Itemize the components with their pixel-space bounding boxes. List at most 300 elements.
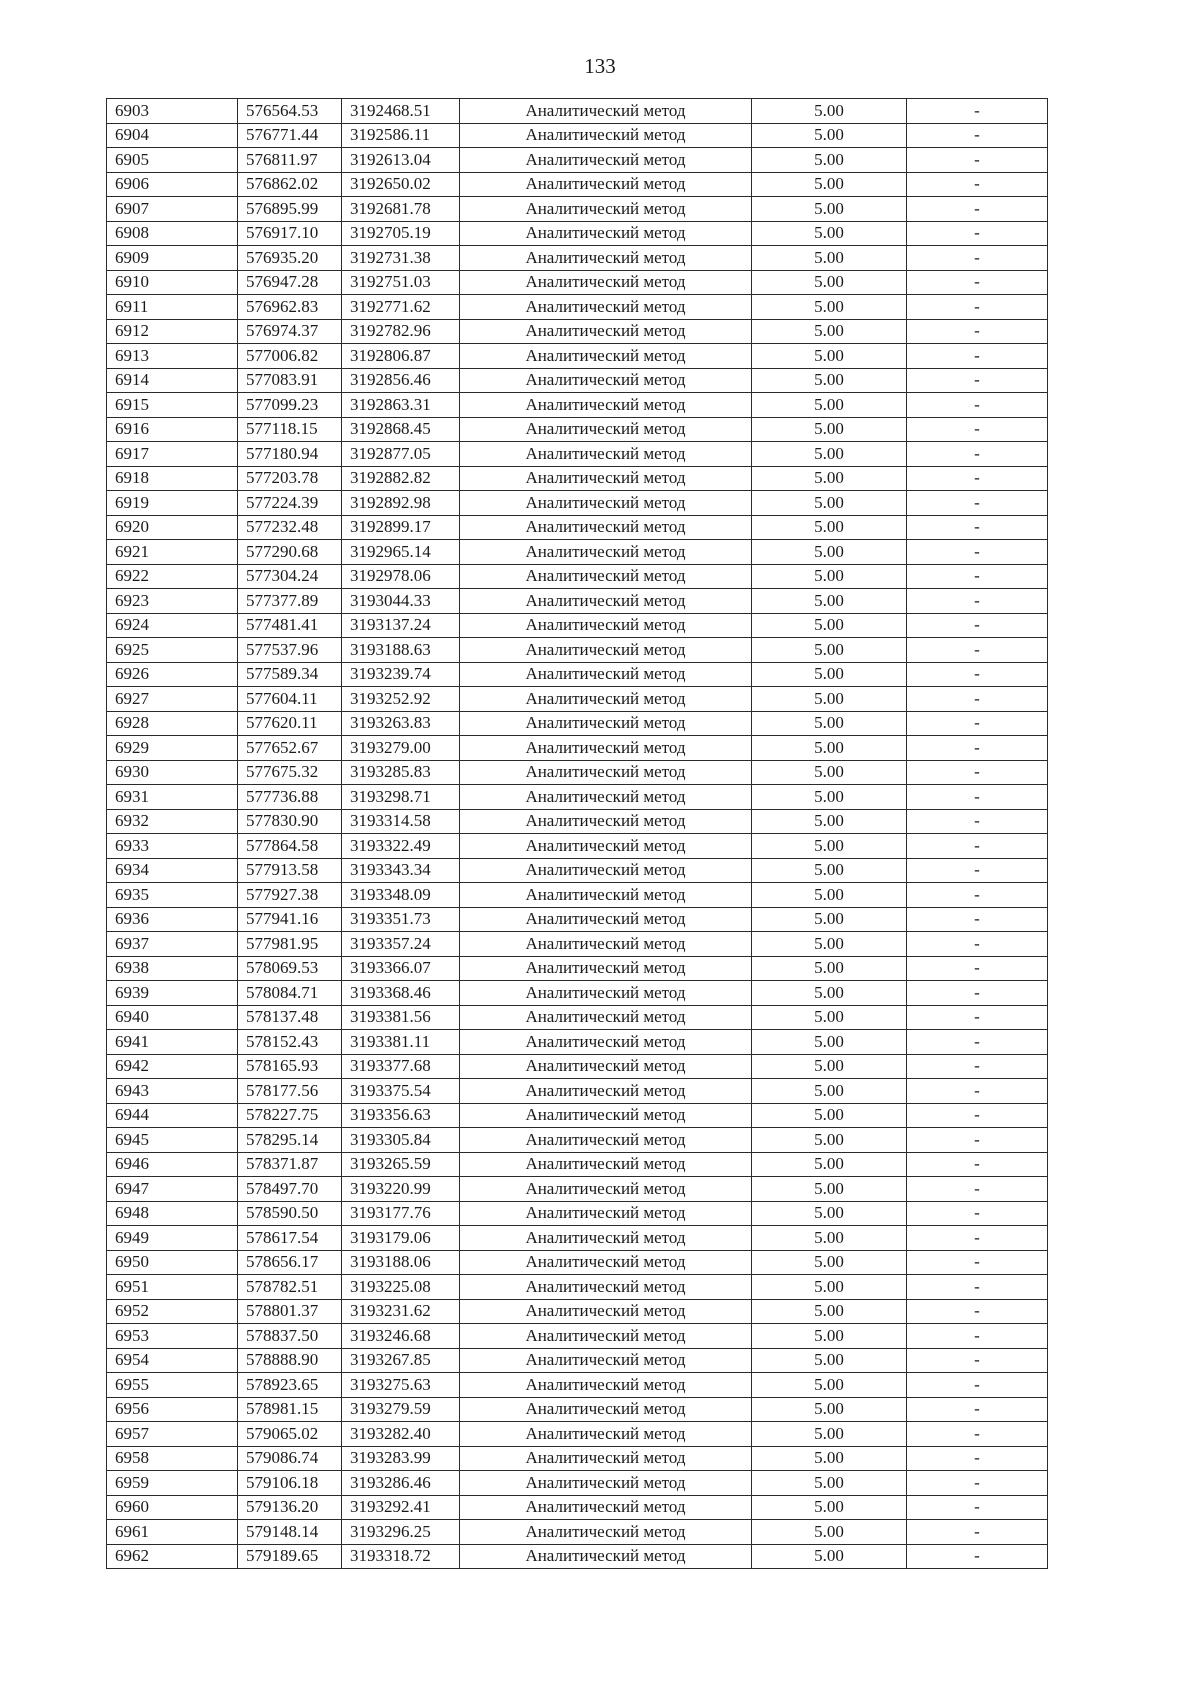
method-cell: Аналитический метод bbox=[460, 1005, 752, 1030]
table-row bbox=[107, 687, 1048, 712]
table-row bbox=[107, 809, 1048, 834]
point-number-cell: 6953 bbox=[107, 1324, 238, 1349]
y-coordinate-cell: 3192868.45 bbox=[342, 417, 460, 442]
accuracy-cell: 5.00 bbox=[752, 1446, 907, 1471]
x-coordinate-cell: 579189.65 bbox=[238, 1544, 342, 1569]
accuracy-cell: 5.00 bbox=[752, 1471, 907, 1496]
table-row bbox=[107, 515, 1048, 540]
method-cell: Аналитический метод bbox=[460, 1397, 752, 1422]
point-number-cell: 6948 bbox=[107, 1201, 238, 1226]
note-cell: - bbox=[907, 540, 1048, 565]
method-cell: Аналитический метод bbox=[460, 246, 752, 271]
y-coordinate-cell: 3193314.58 bbox=[342, 809, 460, 834]
point-number-cell: 6908 bbox=[107, 221, 238, 246]
table-row bbox=[107, 1177, 1048, 1202]
note-cell: - bbox=[907, 638, 1048, 663]
note-cell: - bbox=[907, 1152, 1048, 1177]
point-number-cell: 6910 bbox=[107, 270, 238, 295]
accuracy-cell: 5.00 bbox=[752, 1373, 907, 1398]
coordinates-table bbox=[106, 98, 1048, 1569]
x-coordinate-cell: 577604.11 bbox=[238, 687, 342, 712]
point-number-cell: 6912 bbox=[107, 319, 238, 344]
x-coordinate-cell: 578069.53 bbox=[238, 956, 342, 981]
accuracy-cell: 5.00 bbox=[752, 785, 907, 810]
note-cell: - bbox=[907, 1422, 1048, 1447]
x-coordinate-cell: 579148.14 bbox=[238, 1520, 342, 1545]
method-cell: Аналитический метод bbox=[460, 687, 752, 712]
accuracy-cell: 5.00 bbox=[752, 466, 907, 491]
note-cell: - bbox=[907, 1250, 1048, 1275]
table-row bbox=[107, 246, 1048, 271]
x-coordinate-cell: 577180.94 bbox=[238, 442, 342, 467]
method-cell: Аналитический метод bbox=[460, 1446, 752, 1471]
x-coordinate-cell: 578590.50 bbox=[238, 1201, 342, 1226]
table-row bbox=[107, 662, 1048, 687]
table-row bbox=[107, 981, 1048, 1006]
x-coordinate-cell: 578295.14 bbox=[238, 1128, 342, 1153]
note-cell: - bbox=[907, 1177, 1048, 1202]
y-coordinate-cell: 3193283.99 bbox=[342, 1446, 460, 1471]
method-cell: Аналитический метод bbox=[460, 613, 752, 638]
accuracy-cell: 5.00 bbox=[752, 417, 907, 442]
method-cell: Аналитический метод bbox=[460, 344, 752, 369]
y-coordinate-cell: 3192899.17 bbox=[342, 515, 460, 540]
y-coordinate-cell: 3192613.04 bbox=[342, 148, 460, 173]
table-row bbox=[107, 1226, 1048, 1251]
accuracy-cell: 5.00 bbox=[752, 613, 907, 638]
method-cell: Аналитический метод bbox=[460, 785, 752, 810]
y-coordinate-cell: 3193343.34 bbox=[342, 858, 460, 883]
accuracy-cell: 5.00 bbox=[752, 736, 907, 761]
y-coordinate-cell: 3193267.85 bbox=[342, 1348, 460, 1373]
point-number-cell: 6935 bbox=[107, 883, 238, 908]
method-cell: Аналитический метод bbox=[460, 1054, 752, 1079]
accuracy-cell: 5.00 bbox=[752, 319, 907, 344]
y-coordinate-cell: 3192856.46 bbox=[342, 368, 460, 393]
x-coordinate-cell: 577232.48 bbox=[238, 515, 342, 540]
method-cell: Аналитический метод bbox=[460, 368, 752, 393]
note-cell: - bbox=[907, 687, 1048, 712]
x-coordinate-cell: 578888.90 bbox=[238, 1348, 342, 1373]
point-number-cell: 6955 bbox=[107, 1373, 238, 1398]
y-coordinate-cell: 3193305.84 bbox=[342, 1128, 460, 1153]
x-coordinate-cell: 576895.99 bbox=[238, 197, 342, 222]
note-cell: - bbox=[907, 589, 1048, 614]
x-coordinate-cell: 577941.16 bbox=[238, 907, 342, 932]
x-coordinate-cell: 578837.50 bbox=[238, 1324, 342, 1349]
note-cell: - bbox=[907, 956, 1048, 981]
y-coordinate-cell: 3192751.03 bbox=[342, 270, 460, 295]
x-coordinate-cell: 576935.20 bbox=[238, 246, 342, 271]
method-cell: Аналитический метод bbox=[460, 834, 752, 859]
point-number-cell: 6947 bbox=[107, 1177, 238, 1202]
table-row bbox=[107, 172, 1048, 197]
note-cell: - bbox=[907, 221, 1048, 246]
method-cell: Аналитический метод bbox=[460, 1275, 752, 1300]
point-number-cell: 6945 bbox=[107, 1128, 238, 1153]
point-number-cell: 6949 bbox=[107, 1226, 238, 1251]
note-cell: - bbox=[907, 344, 1048, 369]
method-cell: Аналитический метод bbox=[460, 540, 752, 565]
method-cell: Аналитический метод bbox=[460, 858, 752, 883]
y-coordinate-cell: 3193322.49 bbox=[342, 834, 460, 859]
accuracy-cell: 5.00 bbox=[752, 907, 907, 932]
method-cell: Аналитический метод bbox=[460, 1544, 752, 1569]
accuracy-cell: 5.00 bbox=[752, 662, 907, 687]
y-coordinate-cell: 3193377.68 bbox=[342, 1054, 460, 1079]
x-coordinate-cell: 577830.90 bbox=[238, 809, 342, 834]
table-row bbox=[107, 613, 1048, 638]
point-number-cell: 6956 bbox=[107, 1397, 238, 1422]
y-coordinate-cell: 3193188.63 bbox=[342, 638, 460, 663]
method-cell: Аналитический метод bbox=[460, 1520, 752, 1545]
table-row bbox=[107, 295, 1048, 320]
table-row bbox=[107, 956, 1048, 981]
point-number-cell: 6907 bbox=[107, 197, 238, 222]
point-number-cell: 6915 bbox=[107, 393, 238, 418]
x-coordinate-cell: 577290.68 bbox=[238, 540, 342, 565]
method-cell: Аналитический метод bbox=[460, 1201, 752, 1226]
point-number-cell: 6962 bbox=[107, 1544, 238, 1569]
x-coordinate-cell: 577224.39 bbox=[238, 491, 342, 516]
point-number-cell: 6932 bbox=[107, 809, 238, 834]
table-row bbox=[107, 1152, 1048, 1177]
table-row bbox=[107, 564, 1048, 589]
note-cell: - bbox=[907, 662, 1048, 687]
point-number-cell: 6958 bbox=[107, 1446, 238, 1471]
x-coordinate-cell: 576947.28 bbox=[238, 270, 342, 295]
y-coordinate-cell: 3193285.83 bbox=[342, 760, 460, 785]
table-row bbox=[107, 907, 1048, 932]
accuracy-cell: 5.00 bbox=[752, 1275, 907, 1300]
y-coordinate-cell: 3193279.59 bbox=[342, 1397, 460, 1422]
accuracy-cell: 5.00 bbox=[752, 1422, 907, 1447]
method-cell: Аналитический метод bbox=[460, 736, 752, 761]
note-cell: - bbox=[907, 760, 1048, 785]
y-coordinate-cell: 3193231.62 bbox=[342, 1299, 460, 1324]
method-cell: Аналитический метод bbox=[460, 515, 752, 540]
point-number-cell: 6960 bbox=[107, 1495, 238, 1520]
point-number-cell: 6909 bbox=[107, 246, 238, 271]
point-number-cell: 6920 bbox=[107, 515, 238, 540]
point-number-cell: 6933 bbox=[107, 834, 238, 859]
table-row bbox=[107, 417, 1048, 442]
x-coordinate-cell: 577099.23 bbox=[238, 393, 342, 418]
y-coordinate-cell: 3193220.99 bbox=[342, 1177, 460, 1202]
table-row bbox=[107, 1079, 1048, 1104]
table-row bbox=[107, 1005, 1048, 1030]
y-coordinate-cell: 3192468.51 bbox=[342, 99, 460, 124]
x-coordinate-cell: 577083.91 bbox=[238, 368, 342, 393]
table-row bbox=[107, 760, 1048, 785]
method-cell: Аналитический метод bbox=[460, 564, 752, 589]
point-number-cell: 6903 bbox=[107, 99, 238, 124]
point-number-cell: 6922 bbox=[107, 564, 238, 589]
y-coordinate-cell: 3193375.54 bbox=[342, 1079, 460, 1104]
table-row bbox=[107, 540, 1048, 565]
method-cell: Аналитический метод bbox=[460, 99, 752, 124]
table-row bbox=[107, 785, 1048, 810]
accuracy-cell: 5.00 bbox=[752, 809, 907, 834]
point-number-cell: 6928 bbox=[107, 711, 238, 736]
x-coordinate-cell: 578923.65 bbox=[238, 1373, 342, 1398]
method-cell: Аналитический метод bbox=[460, 172, 752, 197]
point-number-cell: 6942 bbox=[107, 1054, 238, 1079]
table-row bbox=[107, 442, 1048, 467]
note-cell: - bbox=[907, 981, 1048, 1006]
x-coordinate-cell: 577537.96 bbox=[238, 638, 342, 663]
x-coordinate-cell: 577377.89 bbox=[238, 589, 342, 614]
x-coordinate-cell: 578165.93 bbox=[238, 1054, 342, 1079]
method-cell: Аналитический метод bbox=[460, 1348, 752, 1373]
y-coordinate-cell: 3193351.73 bbox=[342, 907, 460, 932]
y-coordinate-cell: 3193179.06 bbox=[342, 1226, 460, 1251]
note-cell: - bbox=[907, 1005, 1048, 1030]
y-coordinate-cell: 3193137.24 bbox=[342, 613, 460, 638]
accuracy-cell: 5.00 bbox=[752, 956, 907, 981]
y-coordinate-cell: 3193239.74 bbox=[342, 662, 460, 687]
point-number-cell: 6923 bbox=[107, 589, 238, 614]
note-cell: - bbox=[907, 123, 1048, 148]
y-coordinate-cell: 3193225.08 bbox=[342, 1275, 460, 1300]
y-coordinate-cell: 3192882.82 bbox=[342, 466, 460, 491]
table-row bbox=[107, 932, 1048, 957]
y-coordinate-cell: 3192978.06 bbox=[342, 564, 460, 589]
accuracy-cell: 5.00 bbox=[752, 834, 907, 859]
note-cell: - bbox=[907, 1520, 1048, 1545]
table-row bbox=[107, 1103, 1048, 1128]
accuracy-cell: 5.00 bbox=[752, 221, 907, 246]
accuracy-cell: 5.00 bbox=[752, 1201, 907, 1226]
accuracy-cell: 5.00 bbox=[752, 515, 907, 540]
accuracy-cell: 5.00 bbox=[752, 760, 907, 785]
table-row bbox=[107, 1544, 1048, 1569]
accuracy-cell: 5.00 bbox=[752, 1324, 907, 1349]
x-coordinate-cell: 577736.88 bbox=[238, 785, 342, 810]
y-coordinate-cell: 3193246.68 bbox=[342, 1324, 460, 1349]
method-cell: Аналитический метод bbox=[460, 1471, 752, 1496]
note-cell: - bbox=[907, 834, 1048, 859]
x-coordinate-cell: 578177.56 bbox=[238, 1079, 342, 1104]
x-coordinate-cell: 577006.82 bbox=[238, 344, 342, 369]
x-coordinate-cell: 577913.58 bbox=[238, 858, 342, 883]
table-row bbox=[107, 711, 1048, 736]
accuracy-cell: 5.00 bbox=[752, 858, 907, 883]
accuracy-cell: 5.00 bbox=[752, 148, 907, 173]
method-cell: Аналитический метод bbox=[460, 638, 752, 663]
table-row bbox=[107, 1030, 1048, 1055]
note-cell: - bbox=[907, 1128, 1048, 1153]
note-cell: - bbox=[907, 907, 1048, 932]
accuracy-cell: 5.00 bbox=[752, 1397, 907, 1422]
method-cell: Аналитический метод bbox=[460, 809, 752, 834]
point-number-cell: 6959 bbox=[107, 1471, 238, 1496]
y-coordinate-cell: 3192892.98 bbox=[342, 491, 460, 516]
method-cell: Аналитический метод bbox=[460, 466, 752, 491]
coordinates-table-container bbox=[106, 98, 1047, 1569]
accuracy-cell: 5.00 bbox=[752, 1299, 907, 1324]
note-cell: - bbox=[907, 1030, 1048, 1055]
accuracy-cell: 5.00 bbox=[752, 1348, 907, 1373]
table-row bbox=[107, 883, 1048, 908]
table-row bbox=[107, 589, 1048, 614]
accuracy-cell: 5.00 bbox=[752, 1495, 907, 1520]
note-cell: - bbox=[907, 564, 1048, 589]
accuracy-cell: 5.00 bbox=[752, 1177, 907, 1202]
table-row bbox=[107, 638, 1048, 663]
method-cell: Аналитический метод bbox=[460, 417, 752, 442]
method-cell: Аналитический метод bbox=[460, 1299, 752, 1324]
note-cell: - bbox=[907, 1103, 1048, 1128]
accuracy-cell: 5.00 bbox=[752, 687, 907, 712]
point-number-cell: 6951 bbox=[107, 1275, 238, 1300]
x-coordinate-cell: 578497.70 bbox=[238, 1177, 342, 1202]
table-row bbox=[107, 1495, 1048, 1520]
note-cell: - bbox=[907, 1079, 1048, 1104]
accuracy-cell: 5.00 bbox=[752, 368, 907, 393]
x-coordinate-cell: 578617.54 bbox=[238, 1226, 342, 1251]
accuracy-cell: 5.00 bbox=[752, 1250, 907, 1275]
table-row bbox=[107, 393, 1048, 418]
y-coordinate-cell: 3193177.76 bbox=[342, 1201, 460, 1226]
point-number-cell: 6914 bbox=[107, 368, 238, 393]
note-cell: - bbox=[907, 246, 1048, 271]
method-cell: Аналитический метод bbox=[460, 662, 752, 687]
table-body bbox=[107, 99, 1048, 1569]
note-cell: - bbox=[907, 368, 1048, 393]
note-cell: - bbox=[907, 1495, 1048, 1520]
table-row bbox=[107, 1471, 1048, 1496]
point-number-cell: 6919 bbox=[107, 491, 238, 516]
y-coordinate-cell: 3193265.59 bbox=[342, 1152, 460, 1177]
note-cell: - bbox=[907, 711, 1048, 736]
y-coordinate-cell: 3193252.92 bbox=[342, 687, 460, 712]
x-coordinate-cell: 578782.51 bbox=[238, 1275, 342, 1300]
accuracy-cell: 5.00 bbox=[752, 99, 907, 124]
table-row bbox=[107, 123, 1048, 148]
table-row bbox=[107, 197, 1048, 222]
accuracy-cell: 5.00 bbox=[752, 589, 907, 614]
table-row bbox=[107, 1397, 1048, 1422]
method-cell: Аналитический метод bbox=[460, 148, 752, 173]
note-cell: - bbox=[907, 1373, 1048, 1398]
note-cell: - bbox=[907, 858, 1048, 883]
note-cell: - bbox=[907, 736, 1048, 761]
method-cell: Аналитический метод bbox=[460, 1079, 752, 1104]
note-cell: - bbox=[907, 319, 1048, 344]
point-number-cell: 6952 bbox=[107, 1299, 238, 1324]
point-number-cell: 6931 bbox=[107, 785, 238, 810]
x-coordinate-cell: 579086.74 bbox=[238, 1446, 342, 1471]
x-coordinate-cell: 578371.87 bbox=[238, 1152, 342, 1177]
method-cell: Аналитический метод bbox=[460, 393, 752, 418]
point-number-cell: 6918 bbox=[107, 466, 238, 491]
x-coordinate-cell: 576771.44 bbox=[238, 123, 342, 148]
x-coordinate-cell: 577203.78 bbox=[238, 466, 342, 491]
y-coordinate-cell: 3192731.38 bbox=[342, 246, 460, 271]
y-coordinate-cell: 3193368.46 bbox=[342, 981, 460, 1006]
point-number-cell: 6940 bbox=[107, 1005, 238, 1030]
accuracy-cell: 5.00 bbox=[752, 172, 907, 197]
point-number-cell: 6921 bbox=[107, 540, 238, 565]
method-cell: Аналитический метод bbox=[460, 1152, 752, 1177]
point-number-cell: 6917 bbox=[107, 442, 238, 467]
note-cell: - bbox=[907, 491, 1048, 516]
x-coordinate-cell: 578801.37 bbox=[238, 1299, 342, 1324]
y-coordinate-cell: 3193298.71 bbox=[342, 785, 460, 810]
method-cell: Аналитический метод bbox=[460, 491, 752, 516]
point-number-cell: 6904 bbox=[107, 123, 238, 148]
method-cell: Аналитический метод bbox=[460, 1495, 752, 1520]
point-number-cell: 6927 bbox=[107, 687, 238, 712]
x-coordinate-cell: 577620.11 bbox=[238, 711, 342, 736]
method-cell: Аналитический метод bbox=[460, 589, 752, 614]
accuracy-cell: 5.00 bbox=[752, 491, 907, 516]
x-coordinate-cell: 576962.83 bbox=[238, 295, 342, 320]
note-cell: - bbox=[907, 1299, 1048, 1324]
method-cell: Аналитический метод bbox=[460, 295, 752, 320]
accuracy-cell: 5.00 bbox=[752, 123, 907, 148]
y-coordinate-cell: 3193188.06 bbox=[342, 1250, 460, 1275]
accuracy-cell: 5.00 bbox=[752, 197, 907, 222]
method-cell: Аналитический метод bbox=[460, 956, 752, 981]
y-coordinate-cell: 3193044.33 bbox=[342, 589, 460, 614]
table-row bbox=[107, 1324, 1048, 1349]
table-row bbox=[107, 1275, 1048, 1300]
note-cell: - bbox=[907, 1348, 1048, 1373]
y-coordinate-cell: 3193275.63 bbox=[342, 1373, 460, 1398]
x-coordinate-cell: 578152.43 bbox=[238, 1030, 342, 1055]
x-coordinate-cell: 577981.95 bbox=[238, 932, 342, 957]
note-cell: - bbox=[907, 1275, 1048, 1300]
method-cell: Аналитический метод bbox=[460, 1422, 752, 1447]
accuracy-cell: 5.00 bbox=[752, 393, 907, 418]
x-coordinate-cell: 578981.15 bbox=[238, 1397, 342, 1422]
accuracy-cell: 5.00 bbox=[752, 246, 907, 271]
x-coordinate-cell: 578656.17 bbox=[238, 1250, 342, 1275]
method-cell: Аналитический метод bbox=[460, 319, 752, 344]
point-number-cell: 6950 bbox=[107, 1250, 238, 1275]
note-cell: - bbox=[907, 99, 1048, 124]
note-cell: - bbox=[907, 883, 1048, 908]
point-number-cell: 6937 bbox=[107, 932, 238, 957]
method-cell: Аналитический метод bbox=[460, 883, 752, 908]
point-number-cell: 6924 bbox=[107, 613, 238, 638]
accuracy-cell: 5.00 bbox=[752, 344, 907, 369]
method-cell: Аналитический метод bbox=[460, 1177, 752, 1202]
x-coordinate-cell: 579136.20 bbox=[238, 1495, 342, 1520]
point-number-cell: 6916 bbox=[107, 417, 238, 442]
point-number-cell: 6936 bbox=[107, 907, 238, 932]
method-cell: Аналитический метод bbox=[460, 711, 752, 736]
accuracy-cell: 5.00 bbox=[752, 1128, 907, 1153]
y-coordinate-cell: 3193381.56 bbox=[342, 1005, 460, 1030]
x-coordinate-cell: 577652.67 bbox=[238, 736, 342, 761]
accuracy-cell: 5.00 bbox=[752, 1544, 907, 1569]
method-cell: Аналитический метод bbox=[460, 197, 752, 222]
point-number-cell: 6925 bbox=[107, 638, 238, 663]
y-coordinate-cell: 3192586.11 bbox=[342, 123, 460, 148]
note-cell: - bbox=[907, 172, 1048, 197]
table-row bbox=[107, 1250, 1048, 1275]
point-number-cell: 6941 bbox=[107, 1030, 238, 1055]
y-coordinate-cell: 3192965.14 bbox=[342, 540, 460, 565]
table-row bbox=[107, 1446, 1048, 1471]
method-cell: Аналитический метод bbox=[460, 1103, 752, 1128]
table-row bbox=[107, 368, 1048, 393]
x-coordinate-cell: 577927.38 bbox=[238, 883, 342, 908]
note-cell: - bbox=[907, 1471, 1048, 1496]
